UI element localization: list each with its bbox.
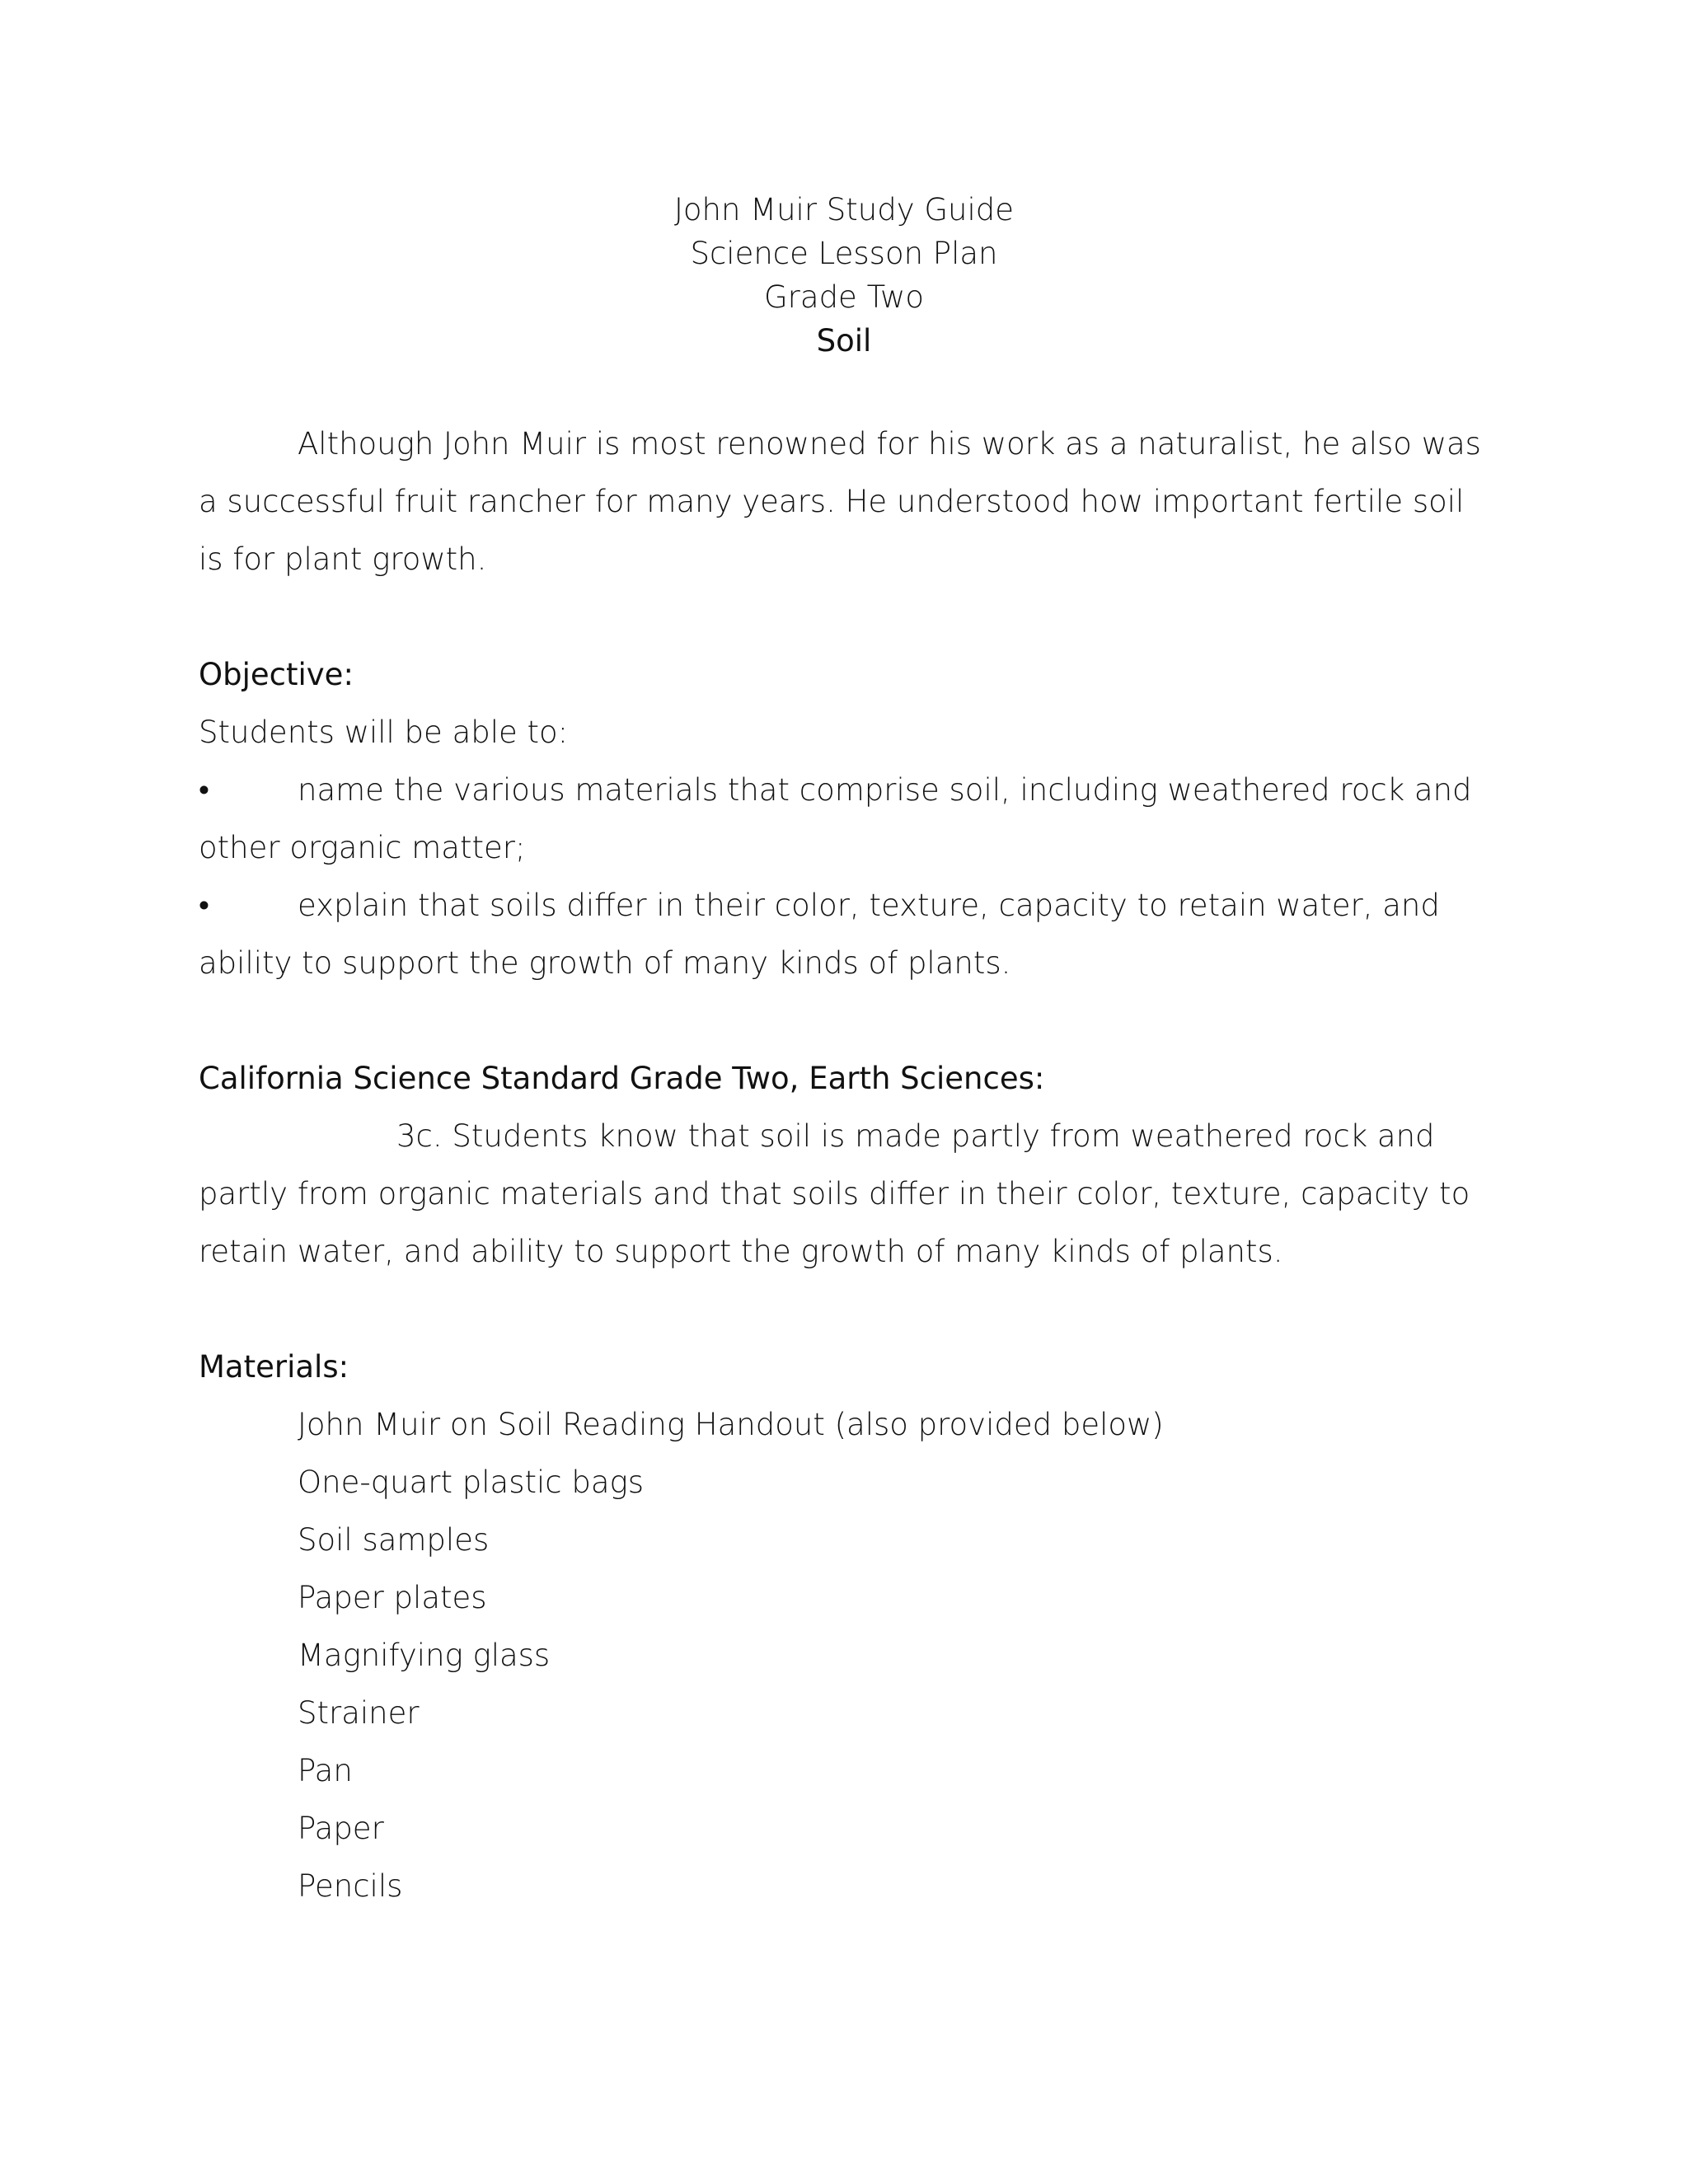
material-item: Pencils: [298, 1868, 403, 1904]
bullet-icon: •: [199, 772, 209, 808]
spacer: [199, 588, 1493, 646]
material-item: Paper plates: [298, 1580, 487, 1615]
material-item: Paper: [298, 1811, 384, 1846]
material-item: Pan: [298, 1753, 353, 1788]
document-header: [0, 188, 1688, 363]
objective-heading: Objective:: [199, 657, 354, 692]
header-lesson-type: Science Lesson Plan: [690, 236, 998, 271]
document-body: [199, 415, 1493, 1915]
standard-code: 3c.: [396, 1118, 443, 1154]
spacer: [199, 1281, 1493, 1338]
objective-bullet-item: [199, 762, 1493, 877]
materials-heading: Materials:: [199, 1349, 349, 1385]
material-item: Magnifying glass: [298, 1638, 551, 1673]
material-item: Strainer: [298, 1695, 420, 1731]
material-item: One-quart plastic bags: [298, 1465, 645, 1500]
objective-bullet-text: explain that soils differ in their color, texture, capacity to retain water, and ability to support the growth of many kinds of plants.: [199, 888, 1440, 981]
header-grade: Grade Two: [764, 279, 924, 315]
material-item: John Muir on Soil Reading Handout (also provided below): [298, 1407, 1164, 1442]
bullet-icon: •: [199, 888, 209, 923]
header-guide-title: John Muir Study Guide: [673, 192, 1015, 227]
objective-lead: Students will be able to:: [199, 715, 569, 750]
standard-heading: California Science Standard Grade Two, Earth Sciences:: [199, 1061, 1045, 1096]
standard-paragraph: [199, 1108, 1493, 1281]
standard-text: Students know that soil is made partly from weathered rock and partly from organic materials and that soils differ in their color, texture, capacity to retain water, and ability to support the growth of many kinds of plants.: [199, 1118, 1470, 1269]
objective-bullet-item: [199, 877, 1493, 992]
spacer: [199, 992, 1493, 1050]
objective-bullet-text: name the various materials that comprise soil, including weathered rock and other organic matter;: [199, 772, 1472, 865]
material-item: Soil samples: [298, 1522, 490, 1558]
header-topic: Soil: [816, 323, 872, 359]
intro-paragraph: Although John Muir is most renowned for his work as a naturalist, he also was a successful fruit rancher for many years. He understood how important fertile soil is for plant growth.: [199, 426, 1481, 577]
